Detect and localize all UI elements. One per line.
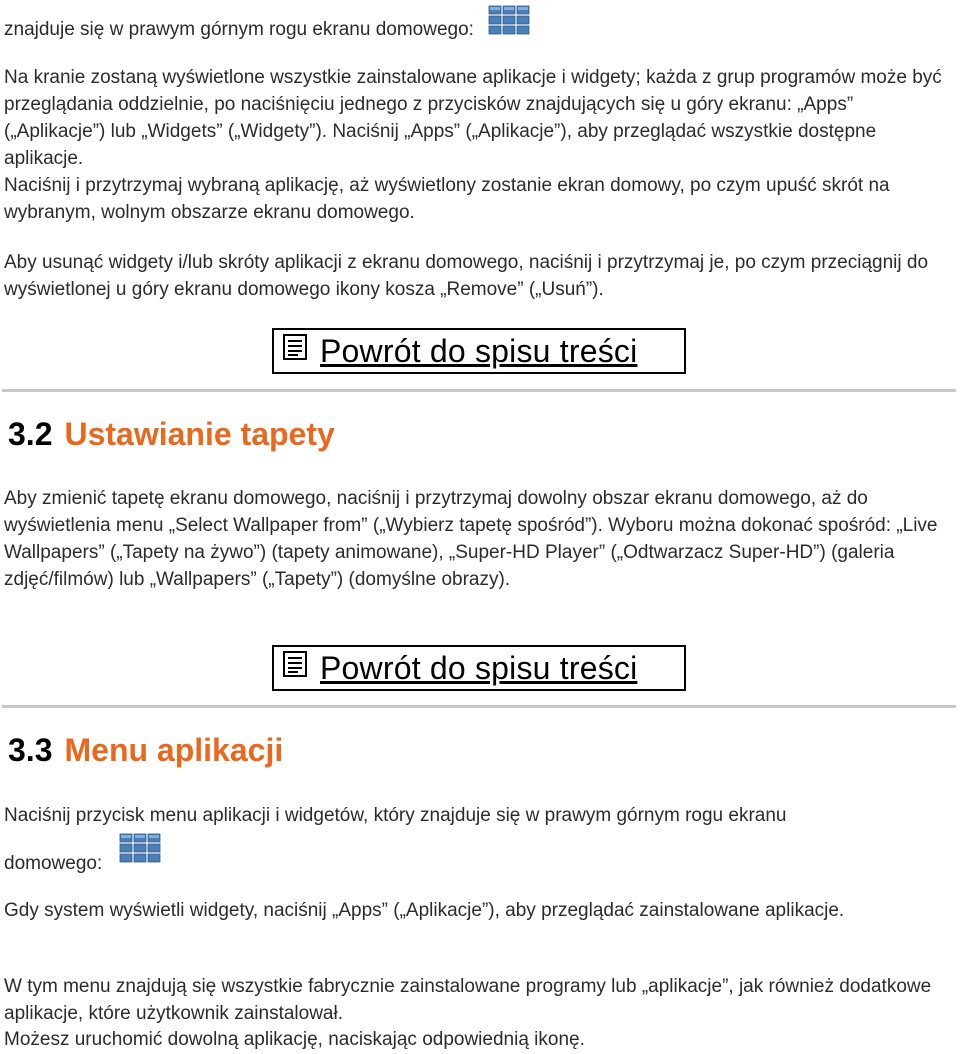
section-heading-3-2 (8, 414, 335, 454)
section-divider (2, 389, 956, 392)
paragraph-launch-app: Możesz uruchomić dowolną aplikację, naciskając odpowiednią ikonę. (4, 1029, 585, 1050)
back-to-toc-button[interactable] (272, 328, 686, 374)
app-menu-text-line1: Naciśnij przycisk menu aplikacji i widgetów, który znajduje się w prawym górnym rogu ekranu (4, 805, 787, 826)
paragraph-show-apps: Gdy system wyświetli widgety, naciśnij „Apps” („Aplikacje”), aby przeglądać zainstalowane aplikacje. (4, 900, 845, 921)
app-menu-text-line2: domowego: (4, 853, 103, 875)
apps-grid-icon (487, 4, 533, 36)
paragraph-wallpaper: Aby zmienić tapetę ekranu domowego, naciśnij i przytrzymaj dowolny obszar ekranu domowego, aż do wyświetlenia menu „Select Wallpaper from” („Wybierz tapetę spośród”). Wyboru można dokonać spośród: „Live Wallpapers” („Tapety na żywo”) (tapety animowane), „Super-HD Player” („Odtwarzacz Super-HD”) (galeria zdjęć/filmów) lub „Wallpapers” („Tapety”) (domyślne obrazy). (4, 488, 938, 590)
paragraph-apps-widgets: Na kranie zostaną wyświetlone wszystkie zainstalowane aplikacje i widgety; każda z grup programów może być przeglądania oddzielnie, po naciśnięciu jednego z przycisków znajdujących się u góry ekranu: „Apps” („Aplikacje”) lub „Widgets” („Widgety”). Naciśnij „Apps” („Aplikacje”), aby przeglądać wszystkie dostępne aplikacje. (4, 67, 942, 169)
section-heading-3-3 (8, 730, 283, 770)
back-to-toc-label: Powrót do spisu treści (320, 649, 638, 686)
paragraph-remove: Aby usunąć widgety i/lub skróty aplikacji z ekranu domowego, naciśnij i przytrzymaj je, po czym przeciągnij do wyświetlonej u góry ekranu domowego ikony kosza „Remove” („Usuń”). (4, 252, 929, 300)
document-list-icon (282, 650, 310, 686)
paragraph-app-menu-cont (4, 848, 954, 880)
section-number: 3.3 (8, 732, 53, 768)
intro-text: znajduje się w prawym górnym rogu ekranu domowego: (4, 19, 474, 41)
paragraph-app-menu (4, 802, 954, 829)
back-to-toc-button[interactable] (272, 645, 686, 691)
section-title: Menu aplikacji (64, 732, 284, 768)
section-title: Ustawianie tapety (64, 416, 335, 452)
document-list-icon (282, 333, 310, 369)
apps-grid-icon (118, 832, 164, 864)
section-divider (2, 705, 956, 708)
back-to-toc-label: Powrót do spisu treści (320, 332, 638, 369)
section-number: 3.2 (8, 416, 53, 452)
paragraph-menu-contents: W tym menu znajdują się wszystkie fabrycznie zainstalowane programy lub „aplikacje”, jak również dodatkowe aplikacje, które użytkownik zainstalował. (4, 976, 932, 1024)
paragraph-drag-shortcut: Naciśnij i przytrzymaj wybraną aplikację, aż wyświetlony zostanie ekran domowy, po czym upuść skrót na wybranym, wolnym obszarze ekranu domowego. (4, 175, 890, 223)
intro-line (4, 14, 954, 46)
